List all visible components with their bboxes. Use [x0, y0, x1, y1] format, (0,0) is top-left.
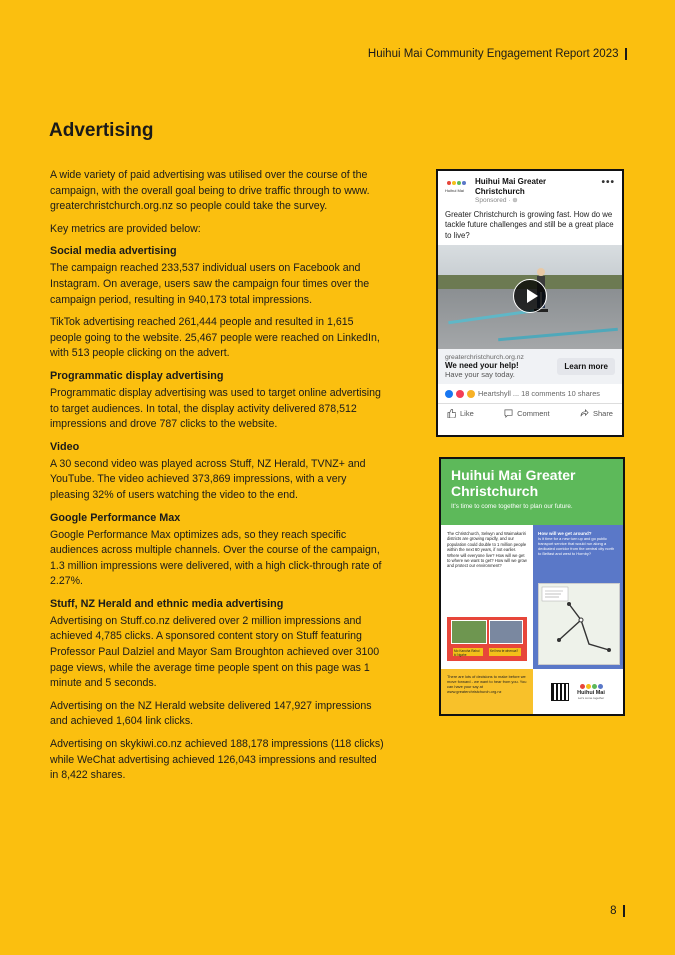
- love-reaction-icon: [456, 390, 464, 398]
- fb-video-thumbnail: [438, 245, 622, 349]
- share-icon: [580, 409, 589, 418]
- campaign-poster-image: [439, 457, 625, 716]
- comment-icon: [504, 409, 513, 418]
- poster-photo-panel: [447, 617, 527, 661]
- poster-map-image: [538, 583, 620, 665]
- fb-ad-text: Greater Christchurch is growing fast. How do we tackle future challenges and still be a great place to live?: [445, 209, 614, 240]
- stuff-paragraph-1: Advertising on Stuff.co.nz delivered over 2 million impressions and achieved 4,785 clicks. A sponsored content story on Stuff featuring Professor Paul Dalziel and Mayor Sam Broughton achieved over 3100 page views, while the average time people spent on this page was 1 minute and 5 seconds.: [50, 614, 380, 690]
- play-icon: [513, 279, 547, 313]
- section-title: Advertising: [49, 120, 154, 141]
- video-paragraph: A 30 second video was played across Stuff, NZ Herald, TVNZ+ and YouTube. The video achieved 373,869 impressions, with a very pleasing 32% of users watching the video to the end.: [50, 457, 366, 501]
- like-reaction-icon: [445, 390, 453, 398]
- poster-footer: [441, 669, 623, 714]
- fb-ad-header: [438, 171, 622, 208]
- page-number: 8: [610, 905, 625, 917]
- poster-photo-2: [489, 620, 523, 644]
- fb-sponsored-label: Sponsored · ⊕: [475, 197, 518, 204]
- google-heading: Google Performance Max: [50, 511, 181, 524]
- report-title: Huihui Mai Community Engagement Report 2023: [367, 48, 619, 60]
- fb-share-action: Share: [580, 409, 613, 418]
- programmatic-paragraph: Programmatic display advertising was used to target online advertising to target audiences. In total, the display activity delivered 878,512 impressions and drove 787 clicks to the website.: [50, 386, 381, 431]
- huihui-mai-logo-icon: Huihui Mai: [445, 179, 469, 195]
- video-heading: Video: [50, 440, 80, 453]
- thumbs-up-icon: [447, 409, 456, 418]
- report-header: [368, 48, 627, 60]
- poster-right-panel: [533, 525, 623, 669]
- fb-comment-action: Comment: [504, 409, 550, 418]
- header-bar: [625, 48, 628, 60]
- poster-bottom-text: There are lots of decisions to make before we move forward - we want to hear from you. You can have your say at www.greaterchristchurch.org.nz: [441, 669, 533, 714]
- intro-paragraph: A wide variety of paid advertising was utilised over the course of the campaign, with the overall goal being to drive traffic through to www. greaterchristchurch.org.nz so people could take the survey.: [50, 169, 370, 213]
- poster-tag-1: Mo Kanoha Rahui ki Ngahe: [453, 648, 483, 656]
- poster-middle: [441, 525, 623, 669]
- stuff-paragraph-2: Advertising on the NZ Herald website delivered 147,927 impressions and achieved 1,604 link clicks.: [50, 699, 372, 728]
- learn-more-button: Learn more: [557, 358, 615, 375]
- social-paragraph-1: The campaign reached 233,537 individual users on Facebook and Instagram. On average, users saw the campaign four times over the campaign period, resulting in 940,173 total impressions.: [50, 262, 370, 306]
- google-paragraph: Google Performance Max optimizes ads, so they reach specific audiences across multiple channels. Over the course of the campaign, 1.3 million impressions were delivered, with a high click-through rate of 2.27%.: [50, 528, 382, 588]
- footer-bar: [623, 905, 626, 917]
- poster-subtitle: It's time to come together to plan our future.: [451, 503, 573, 510]
- fb-page-name: Huihui Mai Greater Christchurch Sponsored · ⊕: [475, 177, 595, 206]
- poster-tag-2: Kei hea te whenua?: [489, 648, 521, 656]
- huihui-mai-logo: Huihui Mai Let's come together: [577, 684, 605, 700]
- facebook-ad-image: [436, 169, 624, 437]
- body-text: [50, 168, 385, 791]
- fb-link-preview: [438, 349, 622, 384]
- haha-reaction-icon: [467, 390, 475, 398]
- social-paragraph-2: TikTok advertising reached 261,444 people and resulted in 1,615 people going to the website. 25,467 people were reached on LinkedIn, with 513 people clicking on the advert.: [50, 316, 380, 360]
- poster-photo-1: [451, 620, 487, 644]
- poster-left-text: The Christchurch, Selwyn and Waimakariri districts are growing rapidly, and our population could double to 1 million people within the next 60 years, if not earlier. Where will everyone live? How will we get to where we want to get? How will we grow and protect our environment?: [447, 531, 527, 569]
- fb-like-action: Like: [447, 409, 474, 418]
- fb-reaction-summary: Heartshyll ... 18 comments 10 shares: [478, 389, 600, 398]
- fb-link-url: greaterchristchurch.org.nz: [445, 354, 524, 361]
- fb-reactions: [438, 384, 622, 404]
- intro-key-metrics: Key metrics are provided below:: [50, 222, 201, 235]
- programmatic-heading: Programmatic display advertising: [50, 369, 224, 382]
- qr-code-icon: [551, 683, 569, 701]
- poster-right-heading: How will we get around?: [538, 531, 592, 536]
- stuff-heading: Stuff, NZ Herald and ethnic media advertising: [50, 597, 284, 610]
- poster-title: Huihui Mai Greater Christchurch: [451, 467, 576, 499]
- poster-right-text: Is it time for a new turn up and go public transport service that would run along a dedicated corridor from the central city north to Belfast and west to Hornby?: [538, 536, 615, 556]
- more-options-icon: •••: [601, 177, 615, 188]
- fb-action-bar: [438, 404, 622, 423]
- fb-link-title: We need your help!: [445, 361, 519, 370]
- poster-header: [441, 459, 623, 525]
- social-heading: Social media advertising: [50, 245, 177, 258]
- poster-bottom-right: [533, 669, 623, 714]
- stuff-paragraph-3: Advertising on skykiwi.co.nz achieved 188,178 impressions (118 clicks) while WeChat advertising achieved 126,043 impressions and resulted in 8,422 shares.: [50, 738, 384, 782]
- poster-left-panel: [441, 525, 533, 669]
- fb-link-subtitle: Have your say today.: [445, 370, 515, 379]
